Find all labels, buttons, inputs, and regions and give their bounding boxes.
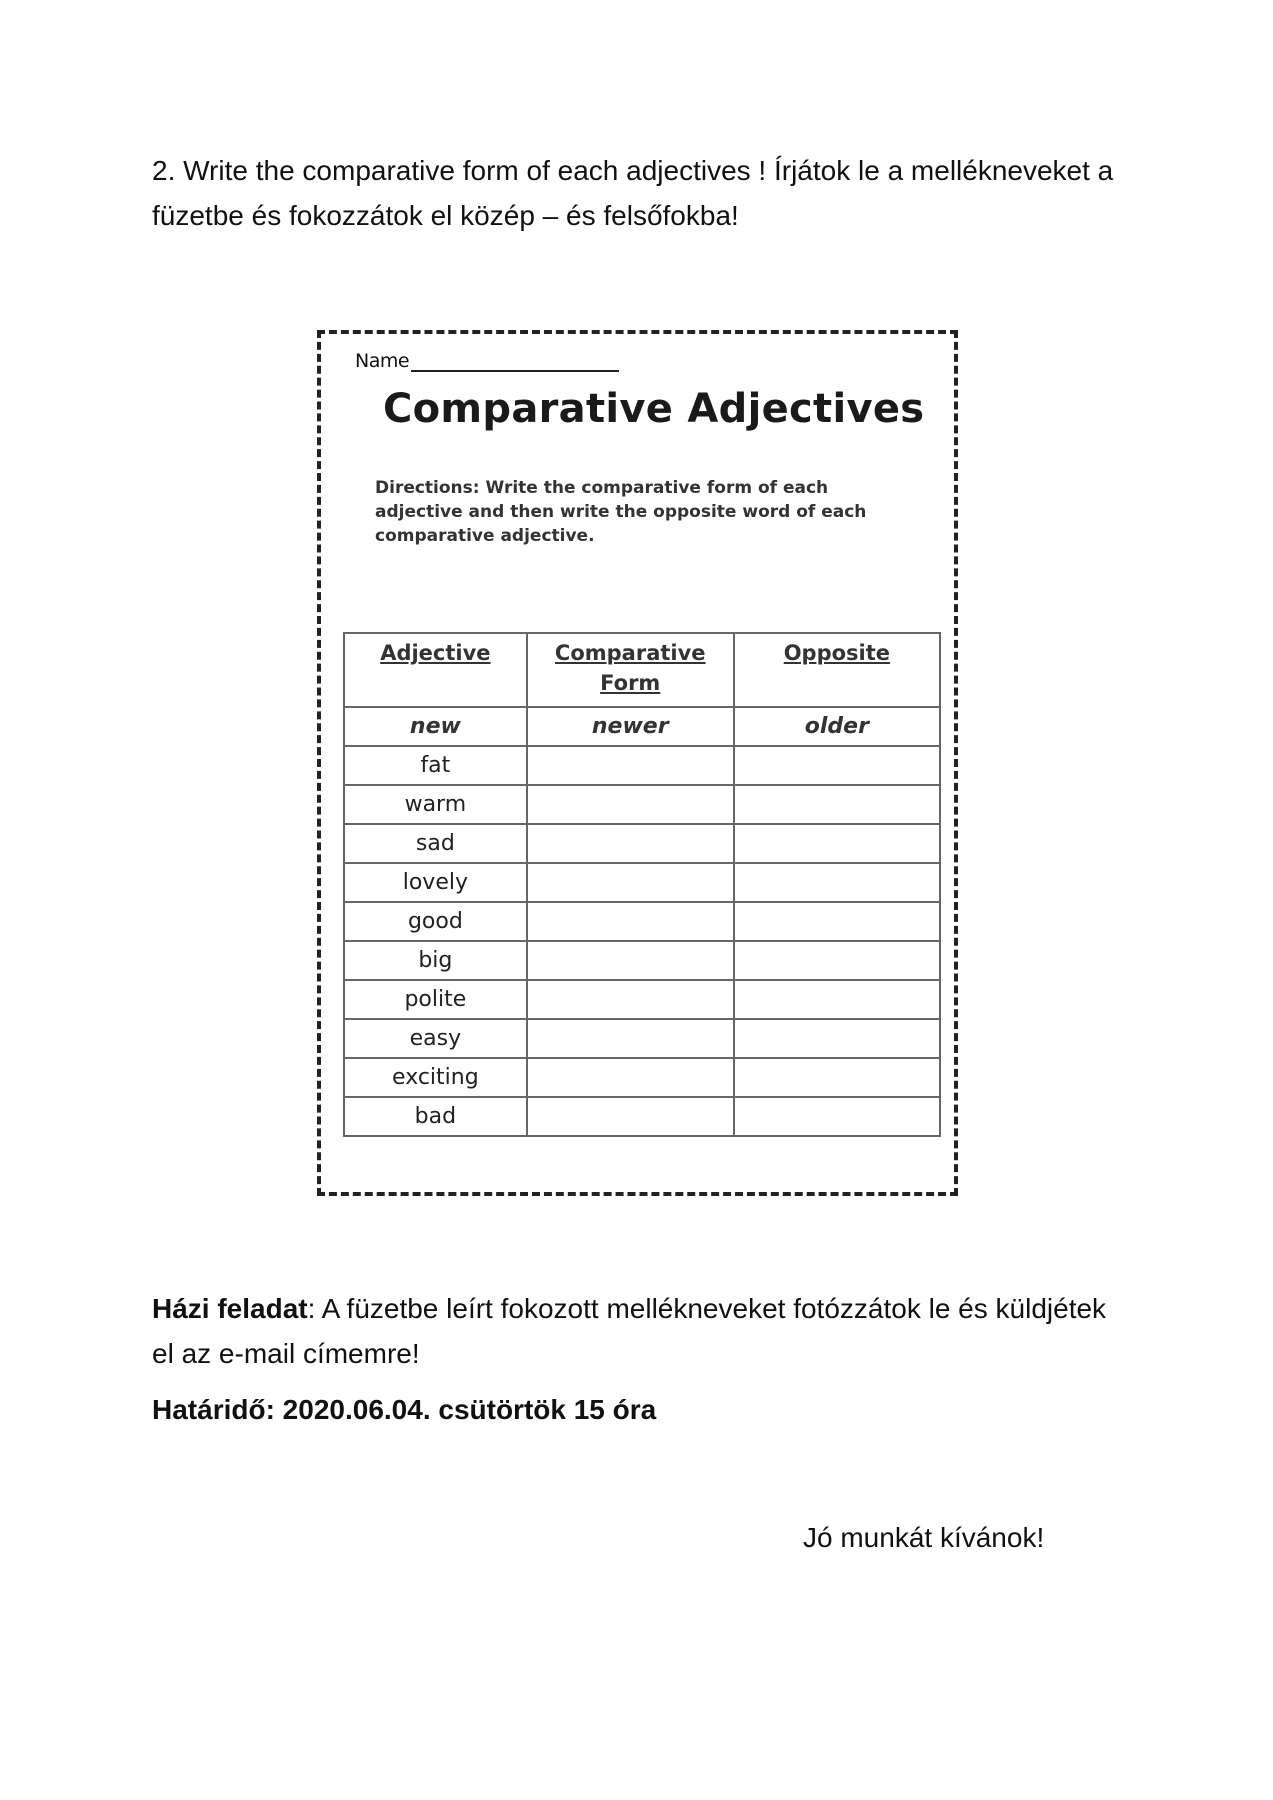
comparative-cell bbox=[527, 980, 734, 1019]
worksheet-directions: Directions: Write the comparative form of each adjective and then write the opposite word of each comparative adjective. bbox=[375, 478, 867, 546]
header-comparative-line-2: Form bbox=[600, 671, 661, 695]
table-header-row bbox=[344, 633, 940, 707]
comparative-cell bbox=[527, 863, 734, 902]
adjective-cell: fat bbox=[344, 746, 527, 785]
homework-line-2: el az e-mail címemre! bbox=[152, 1338, 420, 1369]
adjective-cell: sad bbox=[344, 824, 527, 863]
task-intro-line-2: füzetbe és fokozzátok el közép – és felsőfokba! bbox=[152, 200, 739, 231]
closing-text: Jó munkát kívánok! bbox=[803, 1522, 1045, 1553]
worksheet-name-line bbox=[411, 356, 619, 372]
homework-line-1: : A füzetbe leírt fokozott mellékneveket fotózzátok le és küldjétek bbox=[307, 1293, 1107, 1324]
comparative-cell bbox=[527, 1058, 734, 1097]
opposite-cell bbox=[734, 1058, 940, 1097]
header-adjective: Adjective bbox=[344, 633, 527, 707]
adjective-cell: big bbox=[344, 941, 527, 980]
table-row bbox=[344, 863, 940, 902]
comparative-cell bbox=[527, 746, 734, 785]
comparative-cell bbox=[527, 902, 734, 941]
adjective-cell: bad bbox=[344, 1097, 527, 1136]
header-comparative-form bbox=[527, 633, 734, 707]
example-adjective: new bbox=[344, 707, 527, 746]
worksheet-name-label: Name bbox=[355, 350, 410, 372]
adjectives-table bbox=[343, 632, 941, 1137]
opposite-cell bbox=[734, 902, 940, 941]
worksheet-title: Comparative Adjectives bbox=[383, 386, 925, 432]
comparative-cell bbox=[527, 785, 734, 824]
worksheet-image bbox=[317, 330, 958, 1196]
opposite-cell bbox=[734, 785, 940, 824]
opposite-cell bbox=[734, 824, 940, 863]
adjective-cell: exciting bbox=[344, 1058, 527, 1097]
comparative-cell bbox=[527, 1097, 734, 1136]
example-comparative: newer bbox=[527, 707, 734, 746]
worksheet-name-field bbox=[355, 350, 619, 372]
header-opposite: Opposite bbox=[734, 633, 940, 707]
table-row-example bbox=[344, 707, 940, 746]
opposite-cell bbox=[734, 980, 940, 1019]
adjective-cell: polite bbox=[344, 980, 527, 1019]
adjective-cell: warm bbox=[344, 785, 527, 824]
opposite-cell bbox=[734, 863, 940, 902]
comparative-cell bbox=[527, 824, 734, 863]
table-row bbox=[344, 1019, 940, 1058]
adjective-cell: lovely bbox=[344, 863, 527, 902]
comparative-cell bbox=[527, 941, 734, 980]
task-intro-line-1: 2. Write the comparative form of each adjectives ! Írjátok le a mellékneveket a bbox=[152, 155, 1114, 186]
homework-text bbox=[152, 1286, 1152, 1376]
table-row bbox=[344, 980, 940, 1019]
table-row bbox=[344, 785, 940, 824]
table-row bbox=[344, 1097, 940, 1136]
table-row bbox=[344, 746, 940, 785]
example-opposite: older bbox=[734, 707, 940, 746]
adjective-cell: easy bbox=[344, 1019, 527, 1058]
header-comparative-line-1: Comparative bbox=[554, 641, 706, 665]
table-row bbox=[344, 824, 940, 863]
task-intro bbox=[152, 148, 1152, 238]
opposite-cell bbox=[734, 941, 940, 980]
table-row bbox=[344, 941, 940, 980]
adjective-cell: good bbox=[344, 902, 527, 941]
table-row bbox=[344, 902, 940, 941]
homework-label: Házi feladat bbox=[152, 1293, 308, 1324]
opposite-cell bbox=[734, 1019, 940, 1058]
table-row bbox=[344, 1058, 940, 1097]
opposite-cell bbox=[734, 1097, 940, 1136]
opposite-cell bbox=[734, 746, 940, 785]
deadline-text: Határidő: 2020.06.04. csütörtök 15 óra bbox=[152, 1394, 657, 1425]
comparative-cell bbox=[527, 1019, 734, 1058]
